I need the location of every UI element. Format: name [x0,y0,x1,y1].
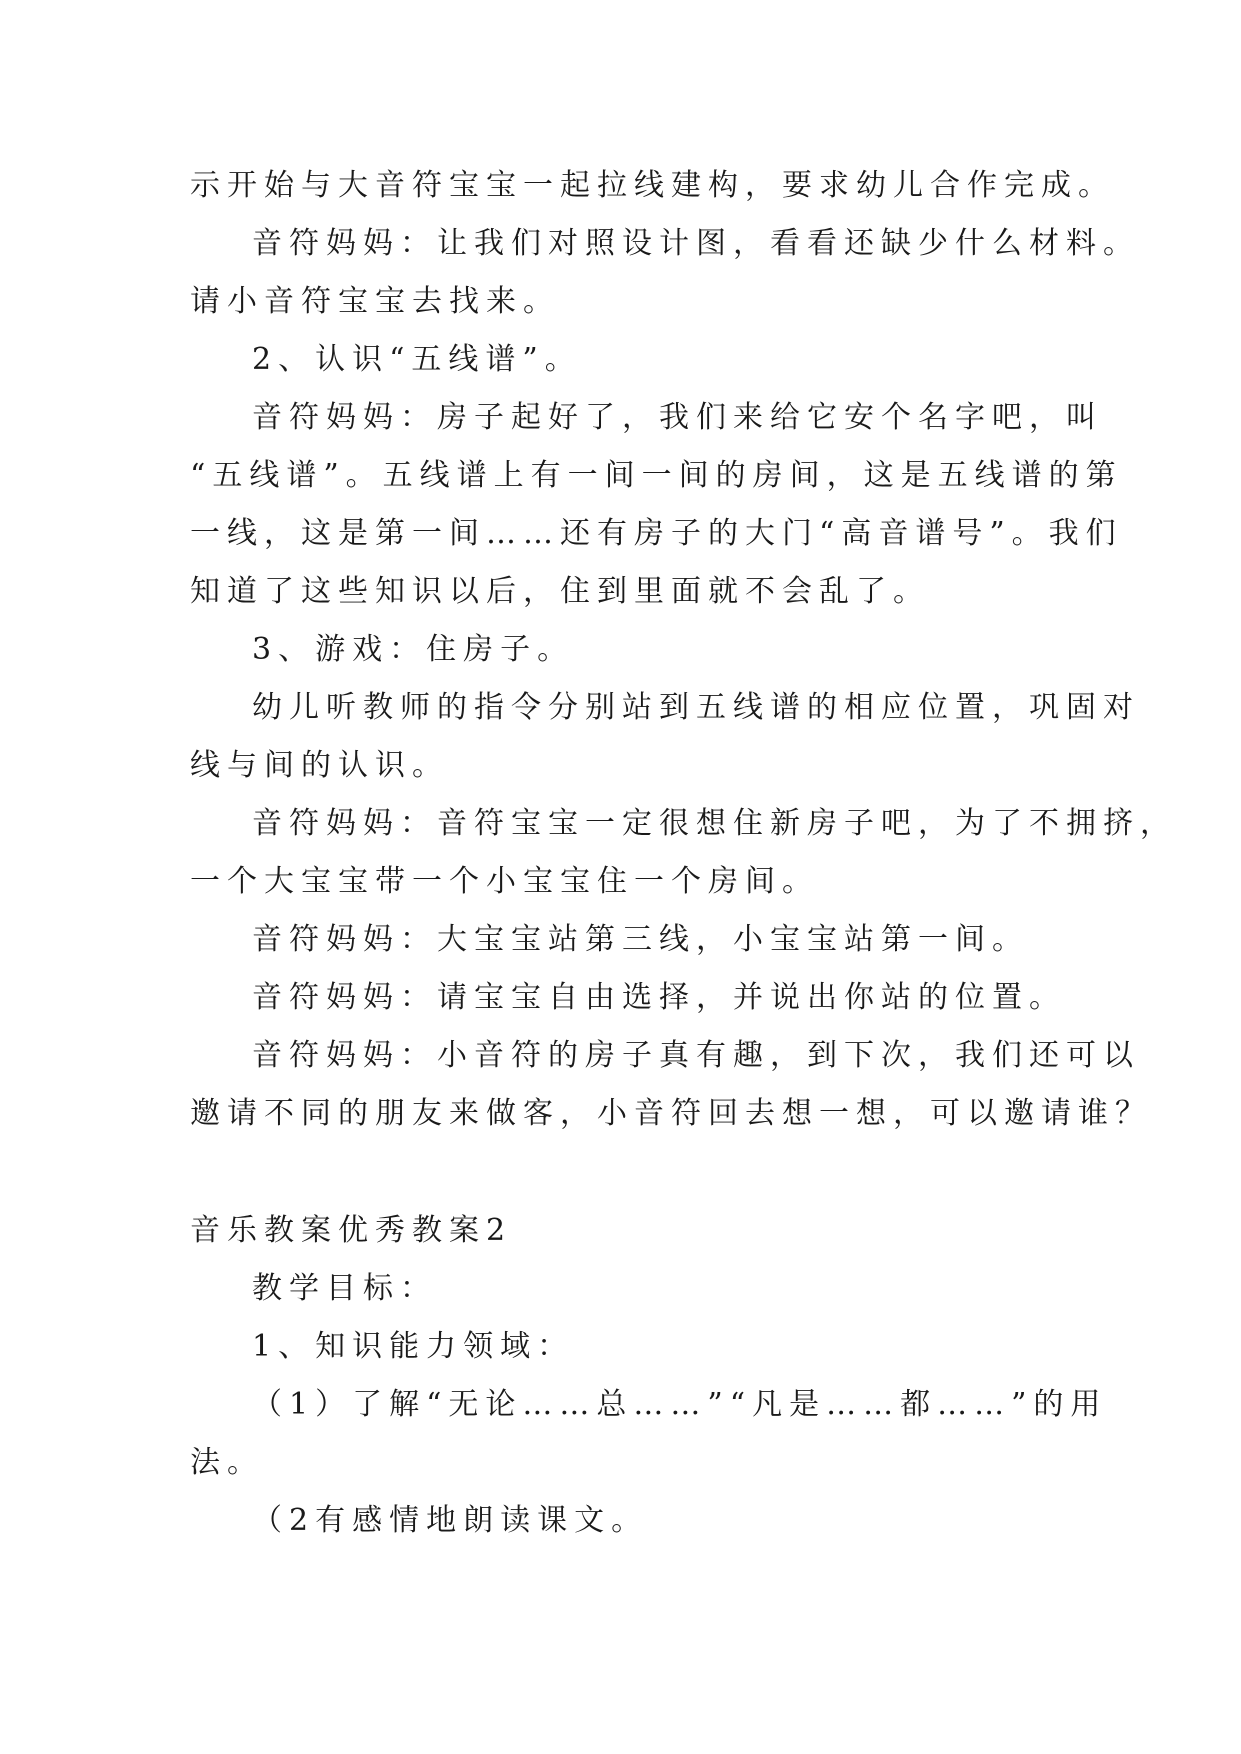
section-heading: 音乐教案优秀教案2 [190,1213,513,1248]
paragraph-line: 知道了这些知识以后，住到里面就不会乱了。 [190,574,930,609]
paragraph-line: “五线谱”。五线谱上有一间一间的房间，这是五线谱的第 [190,458,1123,493]
paragraph-line: （1）了解“无论……总……”“凡是……都……”的用 [252,1387,1108,1422]
paragraph-line: 邀请不同的朋友来做客，小音符回去想一想，可以邀请谁？ [190,1096,1152,1131]
paragraph-line: 法。 [190,1445,264,1480]
paragraph-line: 请小音符宝宝去找来。 [190,284,560,319]
paragraph-line: 1、知识能力领域： [252,1329,575,1364]
paragraph-line: 一线，这是第一间……还有房子的大门“高音谱号”。我们 [190,516,1123,551]
paragraph-line: 示开始与大音符宝宝一起拉线建构，要求幼儿合作完成。 [190,168,1115,203]
paragraph-line: 3、游戏：住房子。 [252,632,575,667]
paragraph-line: 音符妈妈：房子起好了，我们来给它安个名字吧，叫 [252,400,1103,435]
paragraph-line: 音符妈妈：让我们对照设计图，看看还缺少什么材料。 [252,226,1140,261]
paragraph-line: 2、认识“五线谱”。 [252,342,582,377]
paragraph-line: （2有感情地朗读课文。 [252,1503,649,1538]
paragraph-line: 音符妈妈：请宝宝自由选择，并说出你站的位置。 [252,980,1066,1015]
paragraph-line: 音符妈妈：音符宝宝一定很想住新房子吧，为了不拥挤， [252,806,1177,841]
paragraph-line: 线与间的认识。 [190,748,449,783]
paragraph-line: 教学目标： [252,1271,437,1306]
paragraph-line: 一个大宝宝带一个小宝宝住一个房间。 [190,864,819,899]
paragraph-line: 音符妈妈：小音符的房子真有趣，到下次，我们还可以 [252,1038,1140,1073]
paragraph-line: 幼儿听教师的指令分别站到五线谱的相应位置，巩固对 [252,690,1140,725]
paragraph-line: 音符妈妈：大宝宝站第三线，小宝宝站第一间。 [252,922,1029,957]
